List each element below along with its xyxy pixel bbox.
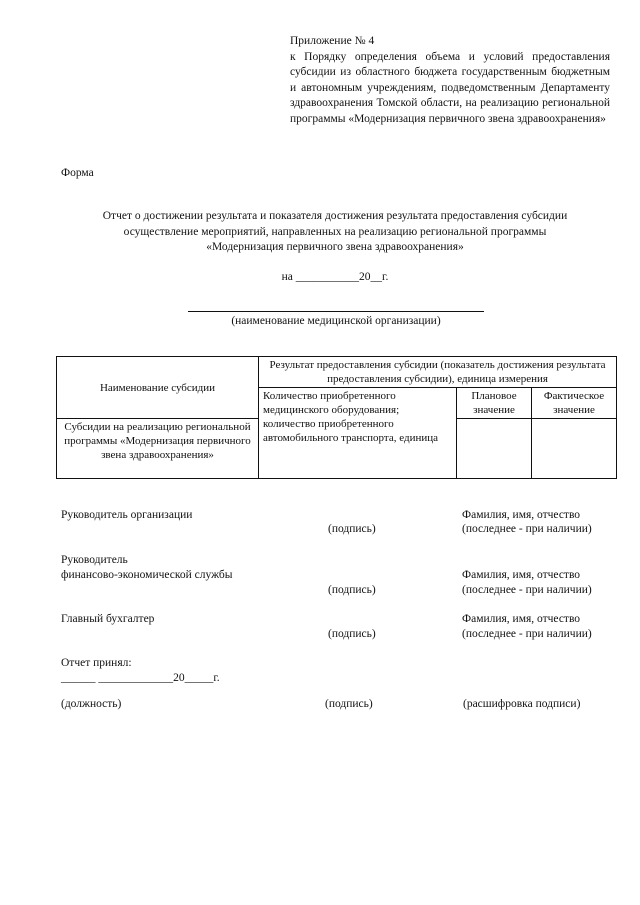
accepted-label: Отчет принял: — [61, 657, 132, 669]
accountant-name2: (последнее - при наличии) — [462, 628, 592, 640]
table-header-row — [57, 357, 617, 388]
report-date: на ___________20__г. — [281, 271, 389, 283]
head-sign: (подпись) — [328, 523, 376, 535]
head-name2: (последнее - при наличии) — [462, 523, 592, 535]
head-label: Руководитель организации — [61, 509, 193, 521]
org-caption: (наименование медицинской организации) — [231, 315, 441, 327]
row-fact-value — [532, 419, 617, 479]
appendix-block — [290, 34, 610, 127]
finance-name2: (последнее - при наличии) — [462, 584, 592, 596]
header-result: Результат предоставления субсидии (показатель достижения результата предоставления субсидии), единица измерения — [259, 357, 617, 388]
row-subsidy-name: Субсидии на реализацию региональной программы «Модернизация первичного звена здравоохранения» — [57, 419, 259, 479]
report-title-line1: Отчет о достижении результата и показателя достижения результата предоставления субсидии — [102, 210, 568, 222]
finance-label1: Руководитель — [61, 554, 128, 566]
subheader-quantity: Количество приобретенного медицинского оборудования; количество приобретенного автомобильного транспорта, единица — [259, 388, 457, 479]
subheader-fact: Фактическое значение — [532, 388, 617, 419]
head-name1: Фамилия, имя, отчество — [462, 509, 581, 521]
report-title-line2: осуществление мероприятий, направленных на реализацию региональной программы — [123, 226, 547, 238]
accepted-decode: (расшифровка подписи) — [463, 698, 581, 710]
appendix-title: Приложение № 4 — [290, 35, 375, 47]
subheader-plan: Плановое значение — [457, 388, 532, 419]
accountant-name1: Фамилия, имя, отчество — [462, 613, 581, 625]
row-plan-value — [457, 419, 532, 479]
appendix-text: к Порядку определения объема и условий предоставления субсидии из областного бюджета государственным бюджетным и автономным учреждениям, подведомственным Департаменту здравоохранения Томской области, на реализацию региональной программы «Модернизация первичного звена здравоохранения» — [290, 50, 610, 125]
finance-label2: финансово-экономической службы — [61, 569, 233, 581]
accountant-label: Главный бухгалтер — [61, 613, 155, 625]
org-name-line — [188, 311, 484, 312]
header-subsidy-name: Наименование субсидии — [57, 357, 259, 419]
form-label: Форма — [61, 167, 94, 179]
report-title-line3: «Модернизация первичного звена здравоохранения» — [206, 241, 464, 253]
report-table — [56, 356, 617, 479]
accepted-date-line: ______ _____________20_____г. — [61, 672, 220, 684]
finance-name1: Фамилия, имя, отчество — [462, 569, 581, 581]
accountant-sign: (подпись) — [328, 628, 376, 640]
finance-sign: (подпись) — [328, 584, 376, 596]
accepted-position: (должность) — [61, 698, 122, 710]
accepted-sign: (подпись) — [325, 698, 373, 710]
